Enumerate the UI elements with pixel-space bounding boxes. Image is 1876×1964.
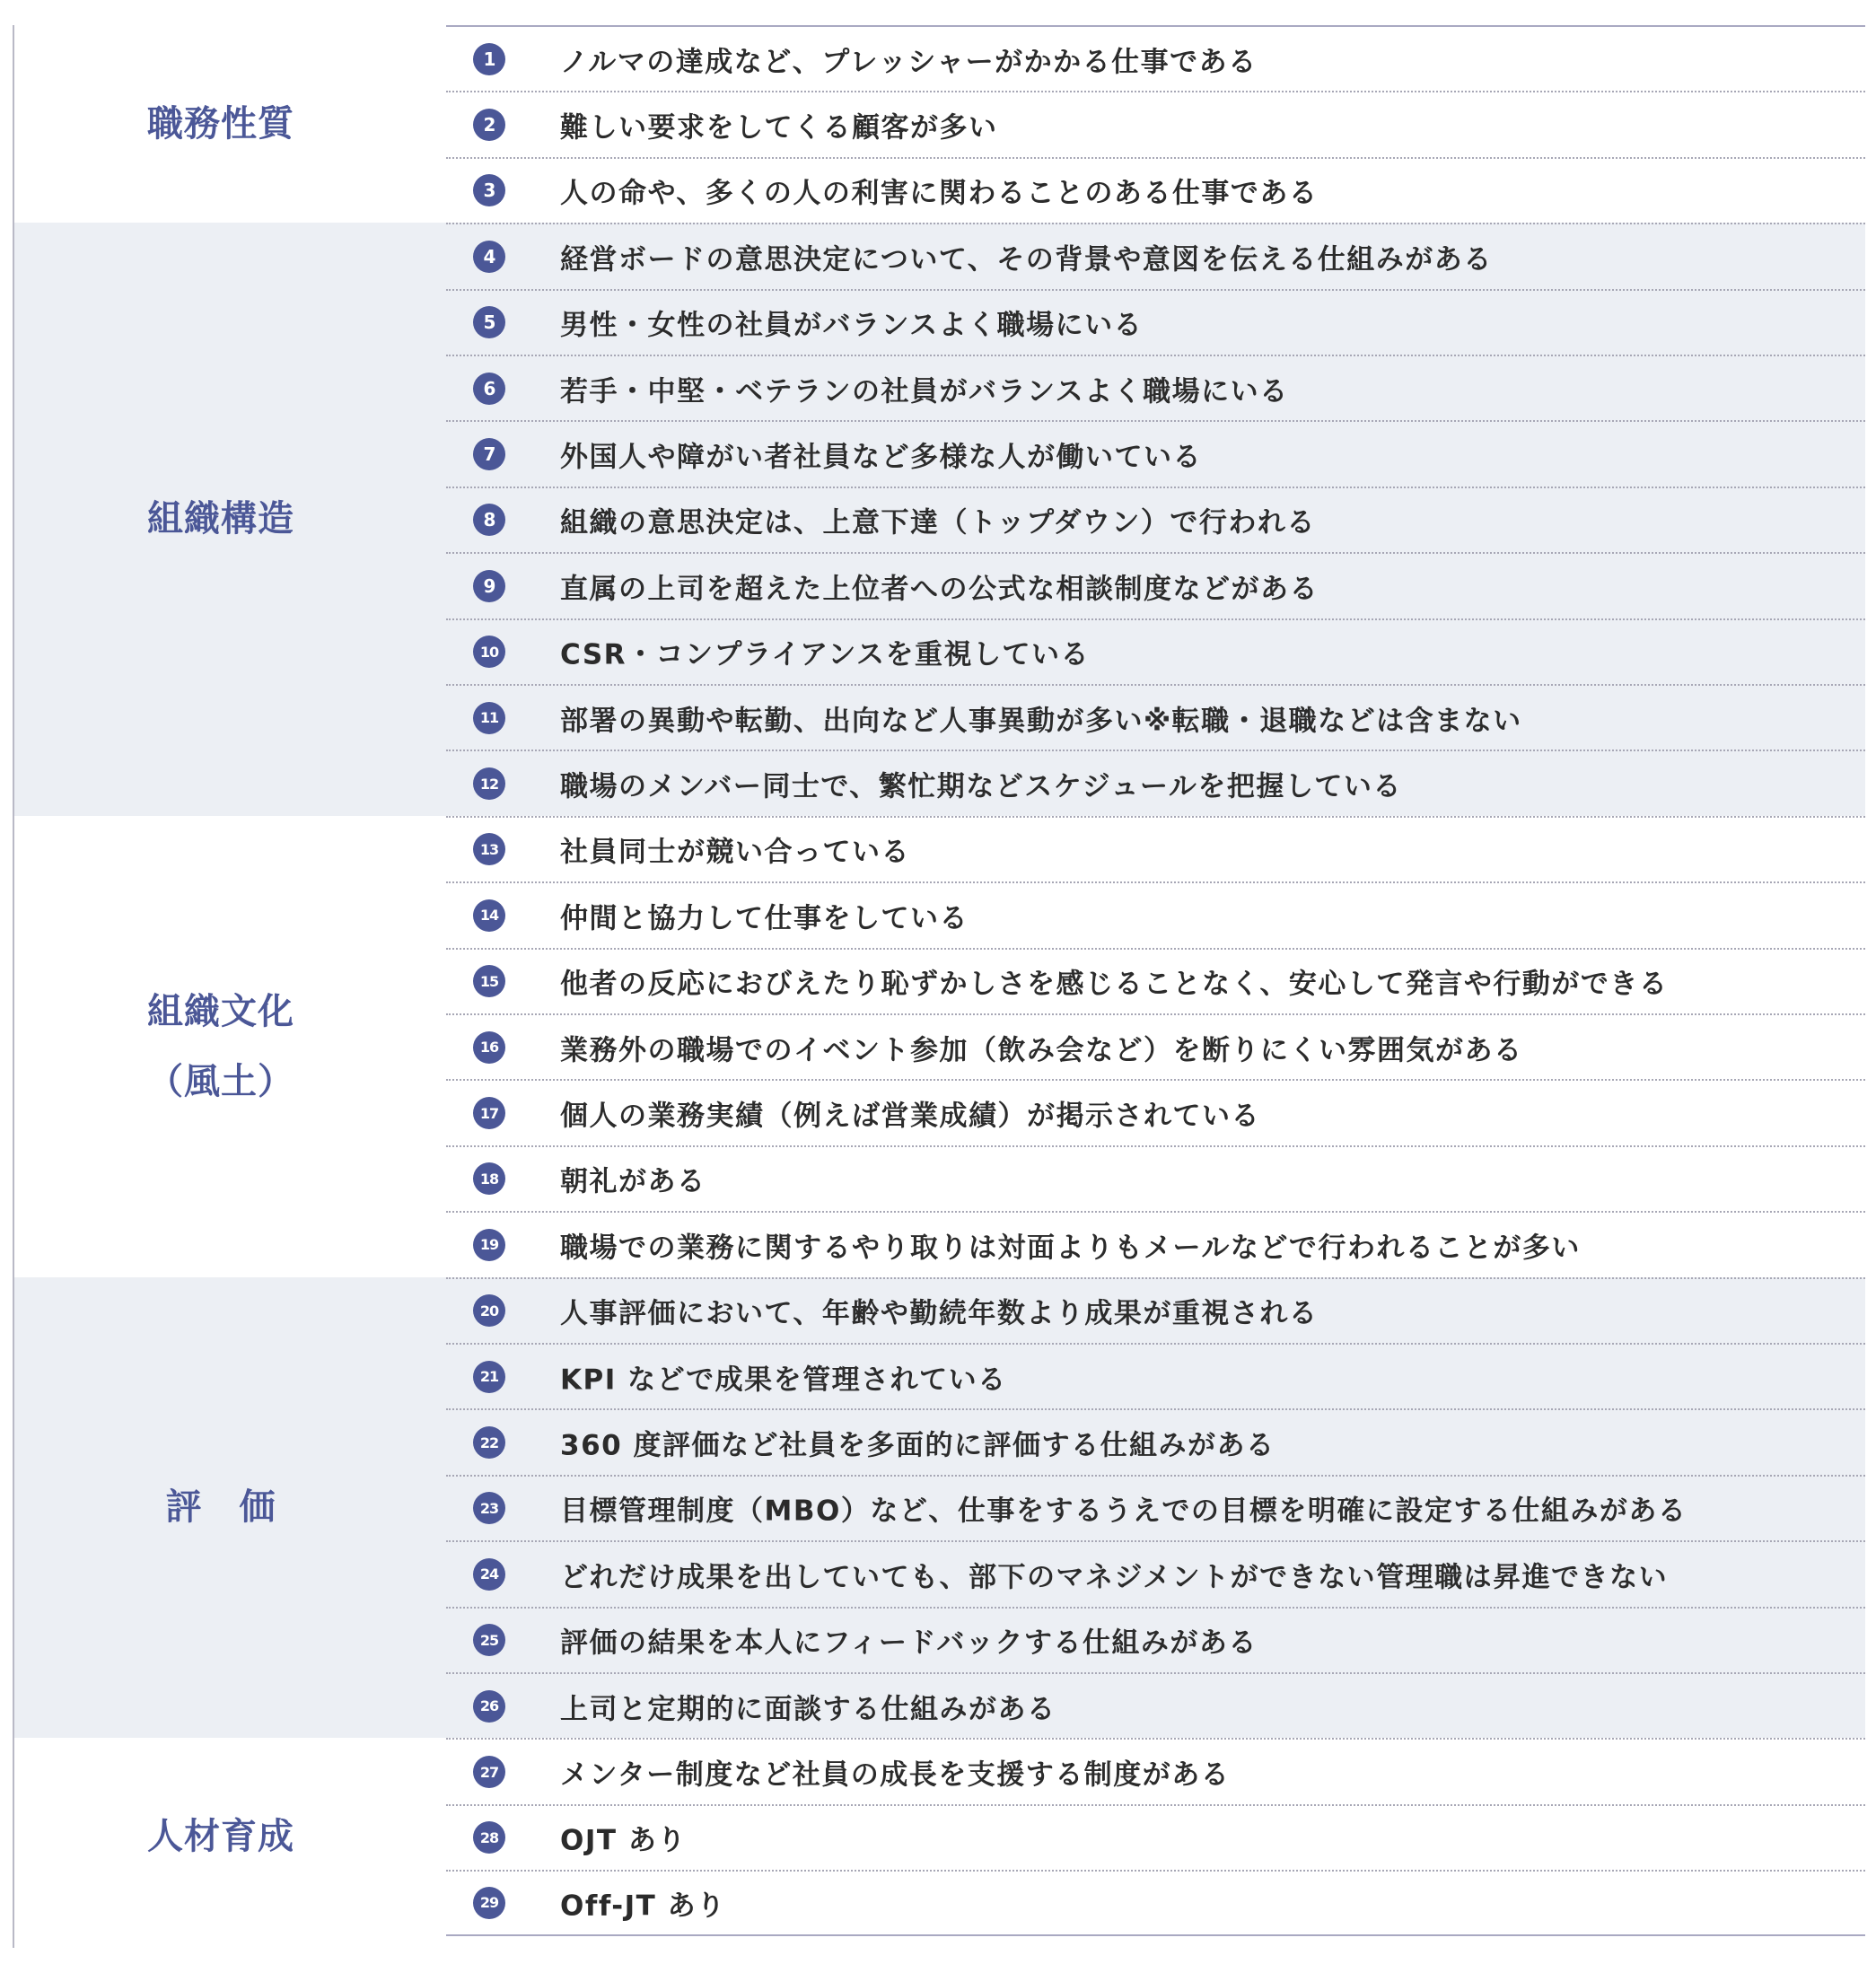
item-text: 職場のメンバー同士で、繁忙期などスケジュールを把握している xyxy=(560,770,1402,803)
list-item xyxy=(446,881,1865,947)
item-text: 上司と定期的に面談する仕組みがある xyxy=(560,1693,1056,1726)
item-number-badge: 4 xyxy=(473,241,505,273)
item-text: 部署の異動や転勤、出向など人事異動が多い※転職・退職などは含まない xyxy=(560,705,1522,738)
category-label: 職務性質 xyxy=(147,103,294,145)
list-item xyxy=(446,1408,1865,1474)
item-text: 外国人や障がい者社員など多様な人が働いている xyxy=(560,441,1202,474)
list-item xyxy=(446,289,1865,355)
list-item xyxy=(446,420,1865,486)
item-number-badge: 12 xyxy=(473,767,505,800)
item-number-badge: 8 xyxy=(473,504,505,536)
list-item xyxy=(446,1211,1865,1276)
item-text: 朝礼がある xyxy=(560,1165,706,1198)
item-text: 個人の業務実績（例えば営業成績）が掲示されている xyxy=(560,1100,1260,1133)
item-number-badge: 3 xyxy=(473,174,505,206)
item-number-badge: 20 xyxy=(473,1294,505,1327)
list-item xyxy=(446,684,1865,750)
list-item xyxy=(446,1870,1865,1935)
list-item xyxy=(446,25,1865,91)
category-label: 組織構造 xyxy=(147,498,294,540)
section xyxy=(14,816,1865,1277)
item-number-badge: 25 xyxy=(473,1624,505,1656)
item-number-badge: 21 xyxy=(473,1361,505,1393)
category-label: 組織文化 （風土） xyxy=(147,990,294,1102)
item-list xyxy=(446,816,1865,1277)
list-item xyxy=(446,1607,1865,1672)
item-number-badge: 28 xyxy=(473,1821,505,1854)
list-item xyxy=(446,1475,1865,1540)
item-number-badge: 15 xyxy=(473,965,505,997)
item-text: 目標管理制度（MBO）など、仕事をするうえでの目標を明確に設定する仕組みがある xyxy=(560,1495,1688,1528)
list-item xyxy=(446,750,1865,815)
item-list xyxy=(446,25,1865,223)
section xyxy=(14,1277,1865,1739)
item-number-badge: 18 xyxy=(473,1162,505,1195)
item-number-badge: 24 xyxy=(473,1558,505,1591)
item-text: 社員同士が競い合っている xyxy=(560,836,910,869)
list-item xyxy=(446,1013,1865,1079)
list-item xyxy=(446,91,1865,156)
item-number-badge: 2 xyxy=(473,109,505,141)
item-number-badge: 11 xyxy=(473,702,505,734)
item-number-badge: 16 xyxy=(473,1031,505,1064)
item-number-badge: 19 xyxy=(473,1229,505,1261)
item-text: 直属の上司を超えた上位者への公式な相談制度などがある xyxy=(560,573,1319,606)
item-text: 仲間と協力して仕事をしている xyxy=(560,902,969,935)
list-item xyxy=(446,1277,1865,1343)
item-number-badge: 5 xyxy=(473,306,505,338)
list-item xyxy=(446,157,1865,223)
list-item xyxy=(446,552,1865,618)
list-item xyxy=(446,1145,1865,1211)
list-item xyxy=(446,1079,1865,1144)
item-text: KPI などで成果を管理されている xyxy=(560,1363,1007,1397)
list-item xyxy=(446,487,1865,552)
item-text: メンター制度など社員の成長を支援する制度がある xyxy=(560,1758,1231,1792)
item-number-badge: 14 xyxy=(473,899,505,932)
item-text: 難しい要求をしてくる顧客が多い xyxy=(560,111,998,145)
category-label: 評 価 xyxy=(165,1486,276,1529)
item-text: 職場での業務に関するやり取りは対面よりもメールなどで行われることが多い xyxy=(560,1232,1581,1265)
item-number-badge: 29 xyxy=(473,1887,505,1919)
list-item xyxy=(446,1672,1865,1738)
section xyxy=(14,1738,1865,1935)
section xyxy=(14,223,1865,816)
item-list xyxy=(446,1277,1865,1739)
section xyxy=(14,25,1865,223)
item-number-badge: 17 xyxy=(473,1097,505,1129)
list-item xyxy=(446,1804,1865,1870)
item-list xyxy=(446,1738,1865,1935)
item-list xyxy=(446,223,1865,816)
item-text: 組織の意思決定は、上意下達（トップダウン）で行われる xyxy=(560,506,1316,539)
list-item xyxy=(446,1343,1865,1408)
list-item xyxy=(446,1540,1865,1606)
item-number-badge: 23 xyxy=(473,1492,505,1524)
item-number-badge: 13 xyxy=(473,833,505,865)
item-text: OJT あり xyxy=(560,1824,687,1857)
item-text: 人事評価において、年齢や勤続年数より成果が重視される xyxy=(560,1297,1319,1330)
item-text: 360 度評価など社員を多面的に評価する仕組みがある xyxy=(560,1429,1276,1462)
item-number-badge: 10 xyxy=(473,636,505,668)
item-number-badge: 27 xyxy=(473,1756,505,1788)
item-number-badge: 22 xyxy=(473,1426,505,1459)
item-text: 他者の反応におびえたり恥ずかしさを感じることなく、安心して発言や行動ができる xyxy=(560,968,1669,1001)
item-text: 若手・中堅・ベテランの社員がバランスよく職場にいる xyxy=(560,375,1289,408)
item-text: ノルマの達成など、プレッシャーがかかる仕事である xyxy=(560,46,1258,79)
list-item xyxy=(446,1738,1865,1803)
item-number-badge: 6 xyxy=(473,373,505,405)
item-text: どれだけ成果を出していても、部下のマネジメントができない管理職は昇進できない xyxy=(560,1561,1669,1594)
item-text: 業務外の職場でのイベント参加（飲み会など）を断りにくい雰囲気がある xyxy=(560,1034,1523,1067)
list-item xyxy=(446,816,1865,881)
list-item xyxy=(446,223,1865,288)
item-text: Off-JT あり xyxy=(560,1889,726,1923)
item-text: CSR・コンプライアンスを重視している xyxy=(560,638,1090,671)
item-text: 評価の結果を本人にフィードバックする仕組みがある xyxy=(560,1626,1258,1660)
item-text: 経営ボードの意思決定について、その背景や意図を伝える仕組みがある xyxy=(560,243,1493,276)
list-item xyxy=(446,618,1865,684)
item-number-badge: 7 xyxy=(473,438,505,470)
category-label: 人材育成 xyxy=(147,1816,294,1858)
item-number-badge: 26 xyxy=(473,1690,505,1723)
item-number-badge: 1 xyxy=(473,43,505,75)
list-item xyxy=(446,355,1865,420)
list-item xyxy=(446,948,1865,1013)
item-text: 人の命や、多くの人の利害に関わることのある仕事である xyxy=(560,177,1319,210)
item-number-badge: 9 xyxy=(473,570,505,602)
item-text: 男性・女性の社員がバランスよく職場にいる xyxy=(560,309,1144,342)
